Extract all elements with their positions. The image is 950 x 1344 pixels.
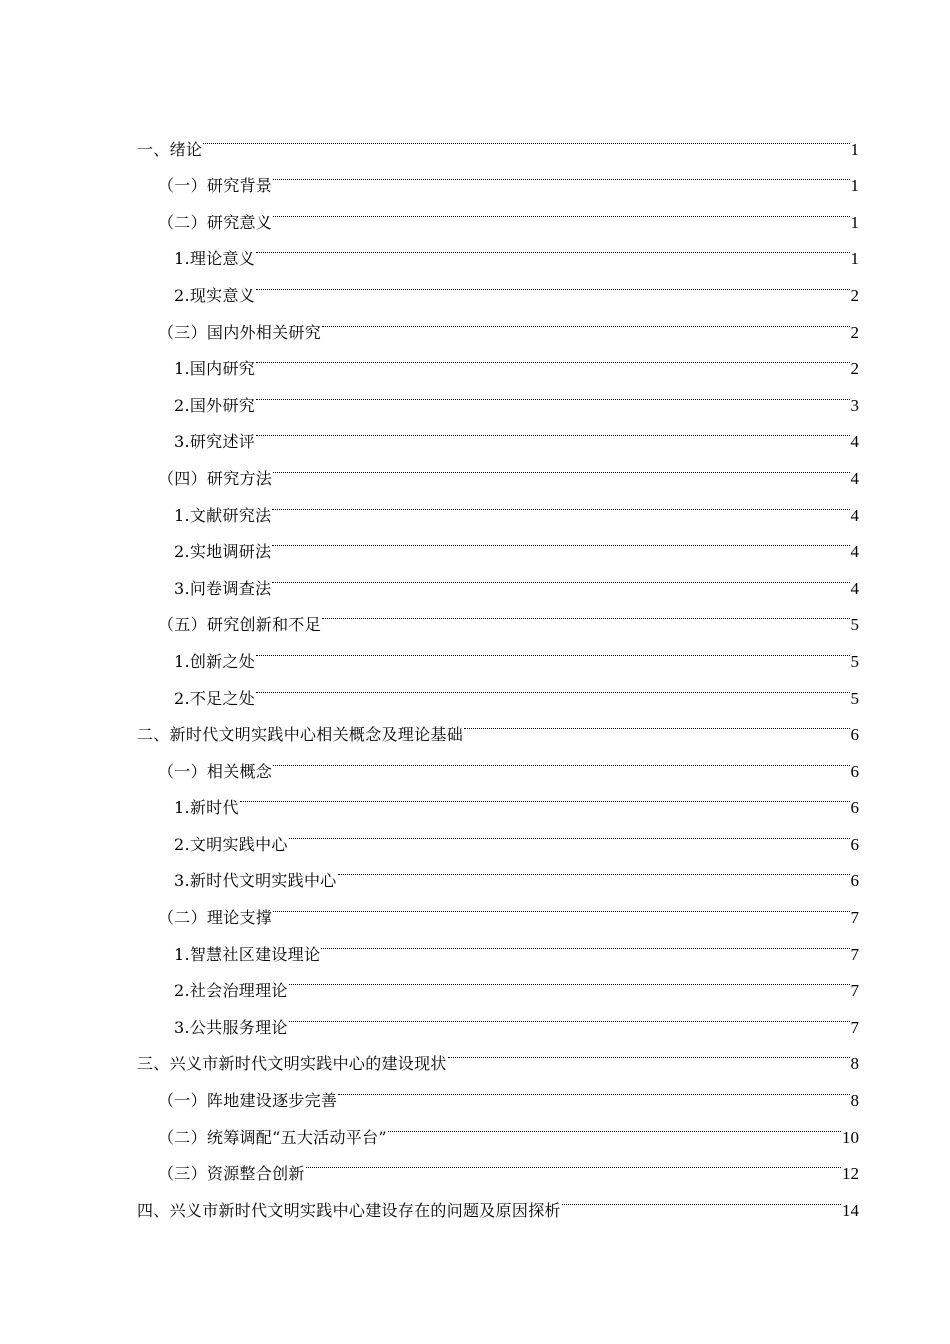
dot-leader bbox=[271, 484, 850, 521]
table-of-contents bbox=[137, 118, 859, 1220]
toc-entry-page: 3 bbox=[850, 395, 859, 415]
toc-entry-page: 4 bbox=[850, 578, 859, 598]
toc-entry-page: 10 bbox=[842, 1127, 859, 1147]
toc-entry-title: （二）研究意义 bbox=[158, 212, 273, 232]
toc-entry-title: 1.新时代 bbox=[174, 798, 239, 818]
toc-entry-title: 3.公共服务理论 bbox=[174, 1017, 288, 1037]
dot-leader bbox=[255, 374, 850, 411]
toc-entry-title: 2.实地调研法 bbox=[174, 542, 272, 562]
dot-leader bbox=[239, 777, 851, 814]
toc-entry-title: （二）理论支撑 bbox=[158, 908, 273, 928]
dot-leader bbox=[255, 630, 850, 667]
toc-entry-subsection[interactable] bbox=[137, 777, 859, 818]
toc-entry-page: 2 bbox=[850, 322, 859, 342]
toc-entry-title: 1.理论意义 bbox=[174, 249, 256, 269]
toc-entry-title: （三）国内外相关研究 bbox=[158, 322, 322, 342]
toc-entry-page: 1 bbox=[850, 212, 859, 232]
dot-leader bbox=[321, 594, 850, 631]
toc-entry-chapter-1[interactable] bbox=[137, 118, 859, 159]
toc-entry-page: 6 bbox=[850, 871, 859, 891]
dot-leader bbox=[255, 338, 850, 375]
dot-leader bbox=[321, 301, 850, 338]
toc-entry-page: 2 bbox=[850, 285, 859, 305]
dot-leader bbox=[561, 1179, 842, 1216]
toc-entry-title: 2.不足之处 bbox=[174, 688, 256, 708]
toc-entry-title: 1.创新之处 bbox=[174, 651, 256, 671]
toc-entry-page: 7 bbox=[850, 1017, 859, 1037]
toc-entry-title: 1.智慧社区建设理论 bbox=[174, 944, 321, 964]
toc-entry-title: （二）统筹调配“五大活动平台” bbox=[158, 1127, 387, 1147]
toc-entry-title: （五）研究创新和不足 bbox=[158, 615, 322, 635]
dot-leader bbox=[288, 960, 851, 997]
dot-leader bbox=[271, 521, 850, 558]
toc-entry-page: 4 bbox=[850, 432, 859, 452]
toc-entry-title: 2.社会治理理论 bbox=[174, 981, 288, 1001]
toc-entry-page: 7 bbox=[850, 908, 859, 928]
dot-leader bbox=[255, 228, 850, 265]
dot-leader bbox=[255, 667, 850, 704]
toc-entry-page: 6 bbox=[850, 834, 859, 854]
toc-entry-section[interactable] bbox=[137, 155, 859, 196]
toc-entry-title: （一）阵地建设逐步完善 bbox=[158, 1091, 338, 1111]
toc-entry-title: 1.国内研究 bbox=[174, 359, 256, 379]
toc-entry-title: （四）研究方法 bbox=[158, 468, 273, 488]
toc-entry-title: 3.问卷调查法 bbox=[174, 578, 272, 598]
toc-entry-page: 8 bbox=[850, 1054, 859, 1074]
toc-entry-title: （三）资源整合创新 bbox=[158, 1164, 305, 1184]
toc-entry-subsection[interactable] bbox=[137, 813, 859, 854]
toc-entry-title: 三、兴义市新时代文明实践中心的建设现状 bbox=[137, 1054, 447, 1074]
dot-leader bbox=[337, 850, 851, 887]
dot-leader bbox=[272, 886, 850, 923]
toc-entry-page: 14 bbox=[842, 1200, 859, 1220]
dot-leader bbox=[320, 923, 850, 960]
toc-entry-title: 2.国外研究 bbox=[174, 395, 256, 415]
toc-entry-page: 7 bbox=[850, 944, 859, 964]
toc-entry-page: 1 bbox=[850, 176, 859, 196]
dot-leader bbox=[272, 191, 850, 228]
toc-entry-title: 一、绪论 bbox=[137, 139, 203, 159]
toc-entry-title: 2.现实意义 bbox=[174, 285, 256, 305]
toc-entry-page: 5 bbox=[850, 688, 859, 708]
dot-leader bbox=[202, 118, 850, 155]
toc-entry-page: 12 bbox=[842, 1164, 859, 1184]
dot-leader bbox=[288, 813, 851, 850]
dot-leader bbox=[271, 557, 850, 594]
toc-entry-page: 1 bbox=[850, 249, 859, 269]
toc-entry-page: 1 bbox=[850, 139, 859, 159]
toc-entry-page: 5 bbox=[850, 651, 859, 671]
toc-entry-page: 4 bbox=[850, 542, 859, 562]
toc-entry-page: 6 bbox=[850, 798, 859, 818]
dot-leader bbox=[255, 264, 850, 301]
dot-leader bbox=[288, 996, 851, 1033]
dot-leader bbox=[272, 740, 850, 777]
toc-entry-page: 4 bbox=[850, 468, 859, 488]
dot-leader bbox=[387, 1106, 842, 1143]
toc-entry-title: 2.文明实践中心 bbox=[174, 834, 288, 854]
toc-entry-page: 2 bbox=[850, 359, 859, 379]
toc-entry-page: 5 bbox=[850, 615, 859, 635]
toc-entry-title: 3.新时代文明实践中心 bbox=[174, 871, 337, 891]
toc-entry-title: 1.文献研究法 bbox=[174, 505, 272, 525]
toc-entry-page: 4 bbox=[850, 505, 859, 525]
dot-leader bbox=[447, 1033, 851, 1070]
dot-leader bbox=[305, 1143, 842, 1180]
dot-leader bbox=[337, 1069, 850, 1106]
toc-entry-title: 四、兴义市新时代文明实践中心建设存在的问题及原因探析 bbox=[137, 1200, 561, 1220]
dot-leader bbox=[272, 155, 850, 192]
dot-leader bbox=[272, 447, 850, 484]
toc-entry-title: 3.研究述评 bbox=[174, 432, 256, 452]
toc-entry-page: 6 bbox=[850, 761, 859, 781]
toc-entry-page: 7 bbox=[850, 981, 859, 1001]
dot-leader bbox=[463, 704, 850, 741]
toc-entry-page: 8 bbox=[850, 1091, 859, 1111]
toc-entry-title: （一）研究背景 bbox=[158, 176, 273, 196]
toc-entry-title: 二、新时代文明实践中心相关概念及理论基础 bbox=[137, 725, 464, 745]
toc-entry-page: 6 bbox=[850, 725, 859, 745]
toc-entry-title: （一）相关概念 bbox=[158, 761, 273, 781]
dot-leader bbox=[255, 411, 850, 448]
